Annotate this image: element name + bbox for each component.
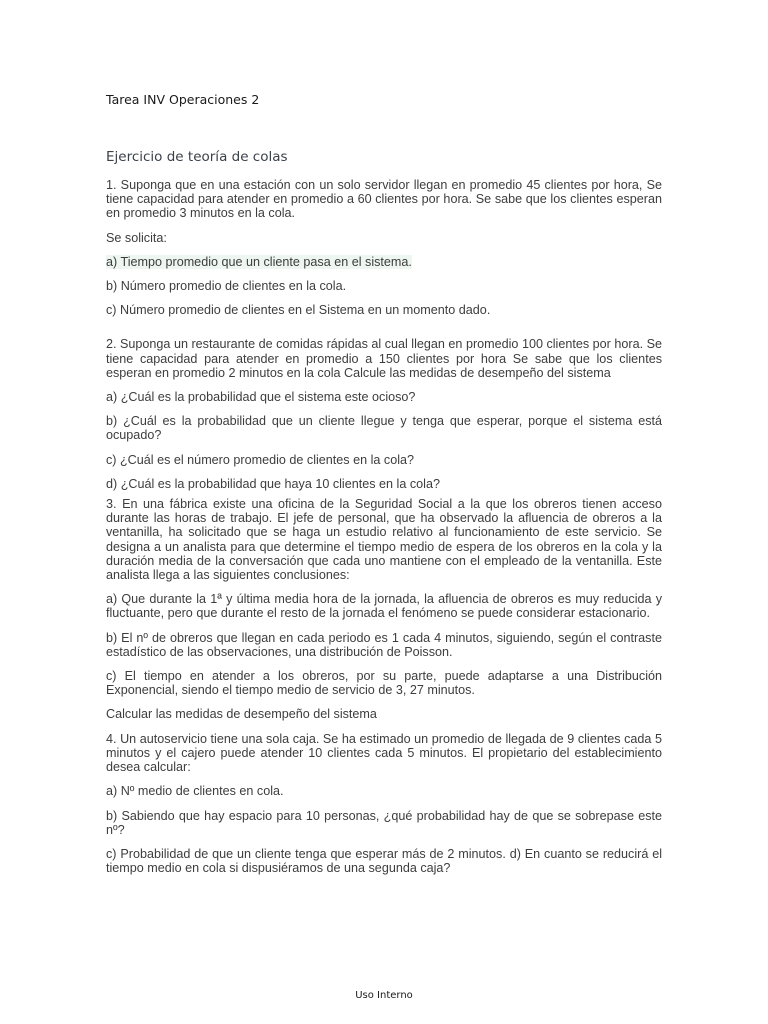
exercise-2-item-d: d) ¿Cuál es la probabilidad que haya 10 clientes en la cola?	[106, 476, 440, 491]
page-footer: Uso Interno	[355, 990, 413, 1001]
exercise-3-item-a: a) Que durante la 1ª y última media hora de la jornada, la afluencia de obreros es muy reducida y fluctuante, pero que durante el resto de la jornada el fenómeno se puede considerar estacionario.	[106, 592, 662, 621]
exercise-4-item-cd: c) Probabilidad de que un cliente tenga que esperar más de 2 minutos. d) En cuanto se reducirá el tiempo medio en cola si dispusiéramos de una segunda caja?	[106, 846, 662, 876]
exercise-4-item-a: a) Nº medio de clientes en cola.	[106, 784, 284, 799]
exercise-2-item-b: b) ¿Cuál es la probabilidad que un cliente llegue y tenga que esperar, porque el sistema está ocupado?	[106, 414, 662, 443]
exercise-1-item-a	[106, 255, 662, 269]
exercise-2-statement: 2. Suponga un restaurante de comidas rápidas al cual llegan en promedio 100 clientes por hora. Se tiene capacidad para atender en promedio a 150 clientes por hora Se sabe que los clientes esperan en promedio 2 minutos en la cola Calcule las medidas de desempeño del sistema	[106, 337, 662, 380]
exercise-3-item-b: b) El nº de obreros que llegan en cada periodo es 1 cada 4 minutos, siguiendo, según el contraste estadístico de las observaciones, una distribución de Poisson.	[106, 630, 662, 659]
exercise-2-item-c: c) ¿Cuál es el número promedio de clientes en la cola?	[106, 452, 415, 467]
exercise-1-request: Se solicita:	[106, 230, 167, 245]
document-title: Tarea INV Operaciones 2	[106, 92, 260, 107]
exercise-2-item-a: a) ¿Cuál es la probabilidad que el sistema este ocioso?	[106, 390, 416, 405]
exercise-4-statement: 4. Un autoservicio tiene una sola caja. Se ha estimado un promedio de llegada de 9 clientes cada 5 minutos y el cajero puede atender 10 clientes cada 5 minutos. El propietario del establecimiento desea calcular:	[106, 731, 662, 775]
exercise-1-item-c: c) Número promedio de clientes en el Sistema en un momento dado.	[106, 303, 491, 318]
highlighted-text: a) Tiempo promedio que un cliente pasa en el sistema.	[106, 254, 412, 269]
document-body	[106, 178, 662, 885]
exercise-3-item-c: c) El tiempo en atender a los obreros, por su parte, puede adaptarse a una Distribución Exponencial, siendo el tiempo medio de servicio de 3, 27 minutos.	[106, 669, 662, 698]
exercise-4-item-b: b) Sabiendo que hay espacio para 10 personas, ¿qué probabilidad hay de que se sobrepase este nº?	[106, 808, 662, 837]
section-heading: Ejercicio de teoría de colas	[106, 149, 288, 165]
exercise-3-statement: 3. En una fábrica existe una oficina de la Seguridad Social a la que los obreros tienen acceso durante las horas de trabajo. El jefe de personal, que ha observado la afluencia de obreros a la ventanilla, ha solicitado que se haga un estudio relativo al funcionamiento de este servicio. Se designa a un analista para que determine el tiempo medio de espera de los obreros en la cola y la duración media de la conversación que cada uno mantiene con el empleado de la ventanilla. Este analista llega a las siguientes conclusiones:	[106, 497, 662, 583]
exercise-1-item-b: b) Número promedio de clientes en la cola.	[106, 279, 347, 294]
exercise-3-closing: Calcular las medidas de desempeño del sistema	[106, 707, 377, 722]
exercise-1-statement: 1. Suponga que en una estación con un solo servidor llegan en promedio 45 clientes por hora, Se tiene capacidad para atender en promedio a 60 clientes por hora. Se sabe que los clientes esperan en promedio 3 minutos en la cola.	[106, 178, 662, 221]
